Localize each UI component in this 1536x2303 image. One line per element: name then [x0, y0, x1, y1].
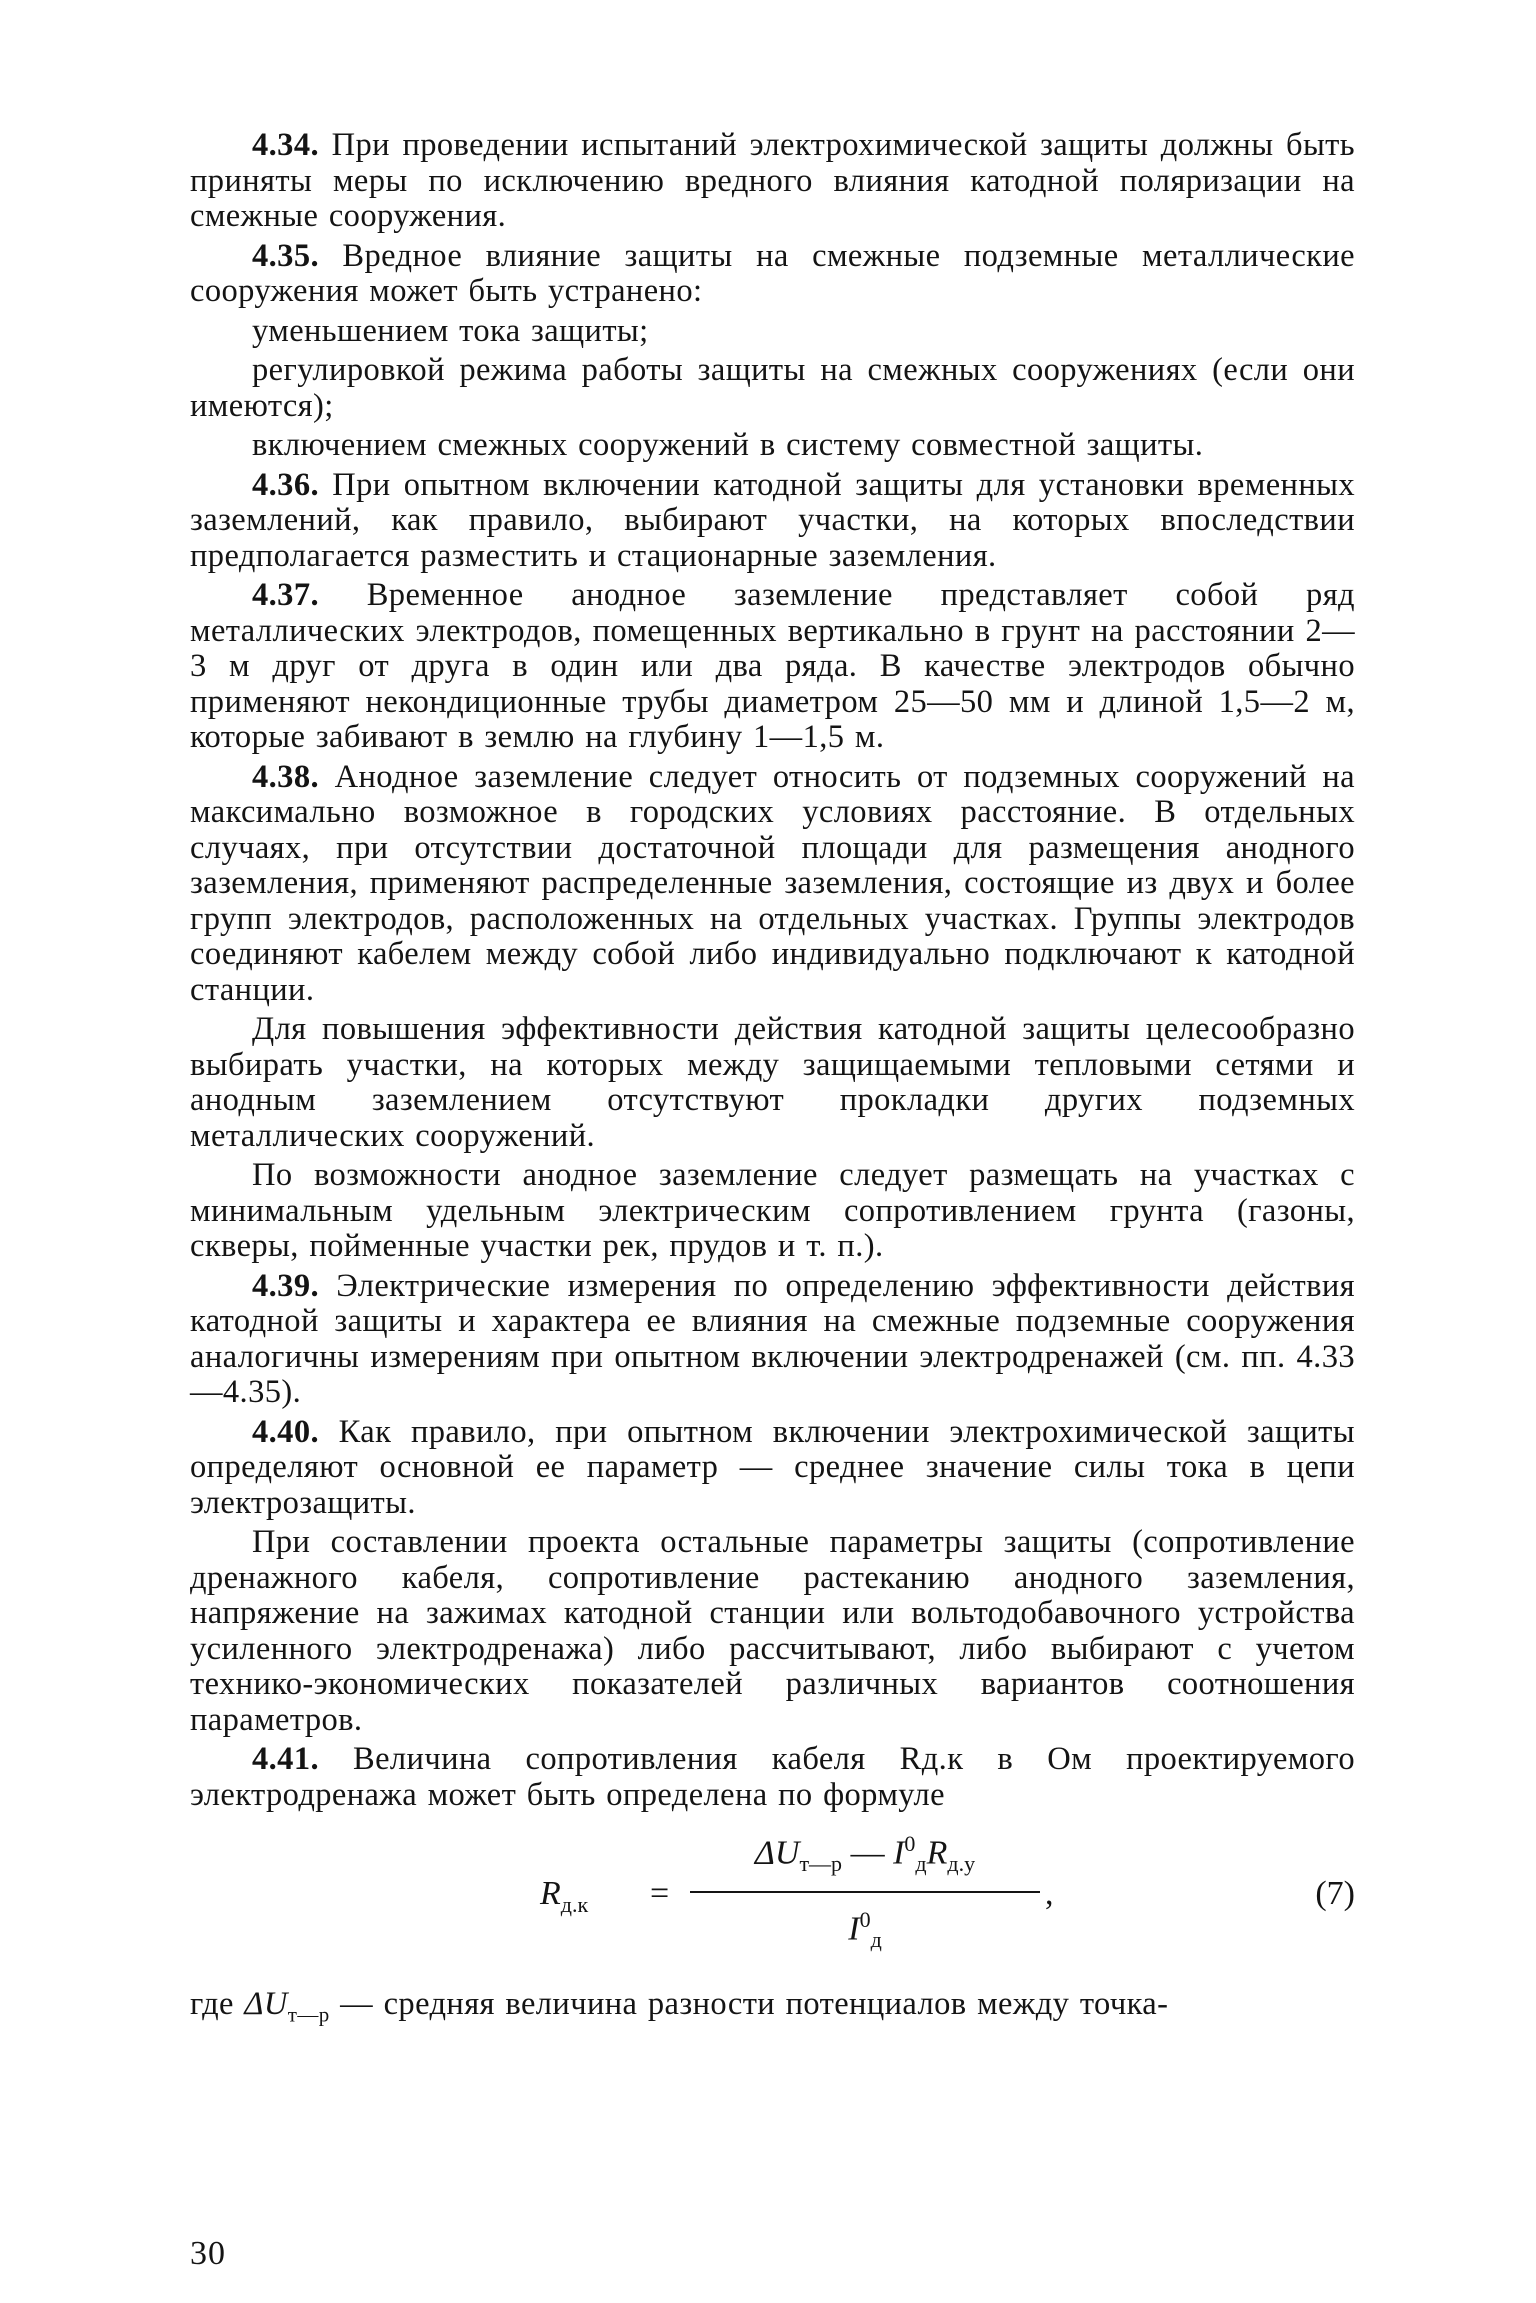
- paragraph-4-40: [190, 1415, 1355, 1522]
- paragraph-text: По возможности анодное заземление следует размещать на участках с минимальным удельным электрическим сопротивлением грунта (газоны, скверы, пойменные участки рек, прудов и т. п.).: [190, 1157, 1355, 1264]
- paragraph-4-37: [190, 578, 1355, 756]
- where-lead: где: [190, 1986, 245, 2022]
- delta-symbol: ΔU: [244, 1986, 288, 2022]
- paragraph-text: Величина сопротивления кабеля Rд.к в Ом проектируемого электродренажа может быть определена по формуле: [190, 1741, 1355, 1813]
- where-text: — средняя величина разности потенциалов между точка-: [329, 1986, 1169, 2022]
- paragraph-where: [190, 1987, 1355, 2033]
- paragraph-text: При опытном включении катодной защиты для установки временных заземлений, как правило, выбирают участки, на которых впоследствии предполагается разместить и стационарные заземления.: [190, 466, 1355, 574]
- paragraph-4-36: [190, 468, 1355, 575]
- fraction-bar: [690, 1891, 1040, 1893]
- list-item: [190, 314, 1355, 350]
- list-item: [190, 428, 1355, 464]
- paragraph-4-35: [190, 239, 1355, 310]
- paragraph-text: Временное анодное заземление представляет собой ряд металлических электродов, помещенных вертикально в грунт на расстоянии 2—3 м друг от друга в один или два ряда. В качестве электродов обычно применяют некондиционные трубы диаметром 25—50 мм и длиной 1,5—2 м, которые забивают в землю на глубину 1—1,5 м.: [190, 577, 1355, 755]
- clause-number: 4.38.: [252, 758, 319, 795]
- paragraph-text: Как правило, при опытном включении электрохимической защиты определяют основной ее параметр — среднее значение силы тока в цепи электрозащиты.: [190, 1413, 1355, 1521]
- paragraph: [190, 1158, 1355, 1265]
- clause-number: 4.37.: [252, 577, 319, 613]
- clause-number: 4.36.: [252, 466, 319, 503]
- paragraph-4-41: [190, 1742, 1355, 1813]
- list-item-text: уменьшением тока защиты;: [252, 312, 649, 349]
- formula-numerator: $\Delta U_{т—р}$ — $I^0_дR_{д.у}$: [754, 1831, 976, 1877]
- clause-number: 4.34.: [252, 127, 319, 163]
- body-text: [190, 128, 1355, 1813]
- clause-number: 4.35.: [252, 237, 319, 274]
- clause-number: 4.39.: [252, 1267, 319, 1304]
- delta-subscript: т—р: [287, 2002, 330, 2027]
- paragraph: [190, 1012, 1355, 1154]
- paragraph-text: Электрические измерения по определению эффективности действия катодной защиты и характера ее влияния на смежные подземные сооружения аналогичны измерениям при опытном включении электродренажей (см. пп. 4.33—4.35).: [190, 1267, 1355, 1410]
- list-item-text: регулировкой режима работы защиты на смежных сооружениях (если они имеются);: [190, 352, 1355, 424]
- paragraph-4-34: [190, 128, 1355, 235]
- paragraph-4-38: [190, 760, 1355, 1009]
- equation-number: (7): [1315, 1875, 1355, 1912]
- paragraph-4-39: [190, 1269, 1355, 1411]
- document-page: [190, 128, 1355, 2268]
- paragraph-text: Для повышения эффективности действия катодной защиты целесообразно выбирать участки, на которых между защищаемыми тепловыми сетями и анодным заземлением отсутствуют прокладки других подземных металлических сооружений.: [190, 1011, 1355, 1154]
- paragraph-text: При составлении проекта остальные параметры защиты (сопротивление дренажного кабеля, сопротивление растеканию анодного заземления, напряжение на зажимах катодной станции или вольтодобавочного устройства усиленного электродренажа) либо рассчитывают, либо выбирают с учетом технико-экономических показателей различных вариантов соотношения параметров.: [190, 1524, 1355, 1738]
- formula-7: [540, 1823, 1100, 1973]
- paragraph-text: Вредное влияние защиты на смежные подземные металлические сооружения может быть устранено:: [190, 237, 1355, 309]
- formula-denominator: $I^0_д$: [848, 1907, 882, 1953]
- formula-lhs: $R_{д.к}$: [540, 1875, 589, 1917]
- clause-number: 4.40.: [252, 1413, 319, 1450]
- paragraph: [190, 1525, 1355, 1738]
- clause-number: 4.41.: [252, 1741, 319, 1777]
- formula-comma: ,: [1045, 1875, 1054, 1912]
- list-item-text: включением смежных сооружений в систему совместной защиты.: [252, 427, 1204, 463]
- equals-sign: =: [650, 1875, 670, 1912]
- formula-block: [190, 1823, 1355, 1973]
- paragraph-text: При проведении испытаний электрохимической защиты должны быть приняты меры по исключению вредного влияния катодной поляризации на смежные сооружения.: [190, 127, 1355, 234]
- list-item: [190, 353, 1355, 424]
- paragraph-text: Анодное заземление следует относить от подземных сооружений на максимально возможное в городских условиях расстояние. В отдельных случаях, при отсутствии достаточной площади для размещения анодного заземления, применяют распределенные заземления, состоящие из двух и более групп электродов, расположенных на отдельных участках. Группы электродов соединяют кабелем между собой либо индивидуально подключают к катодной станции.: [190, 758, 1355, 1008]
- page-number: 30: [190, 2235, 226, 2272]
